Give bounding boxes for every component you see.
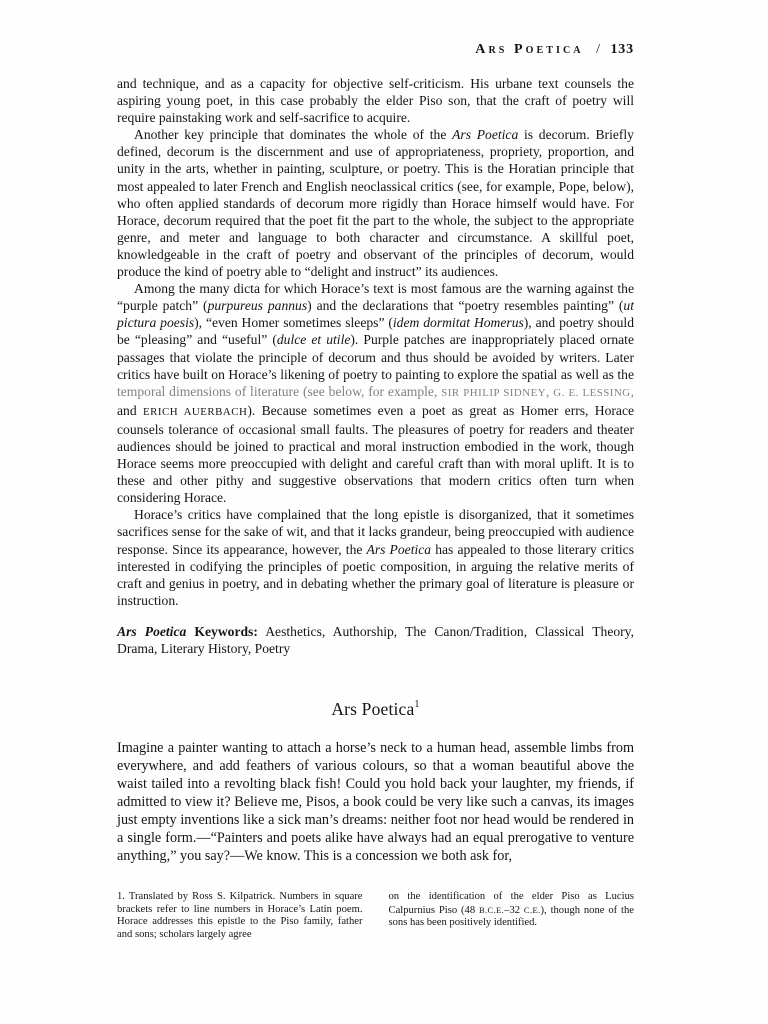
intro-paragraph: Horace’s critics have complained that the long epistle is disorganized, that it sometimes sacrifices sense for the sake of wit, and that it lacks grandeur, being preoccupied with audience response. Since its appearance, however, the Ars Poetica has appealed to those literary critics interested in codifying the principles of poetic composition, in arguing the relative merits of craft and genius in poetry, and in debating whether the primary goal of literature is pleasure or instruction.: [117, 507, 634, 608]
poem-text: [117, 740, 634, 865]
running-head: [117, 42, 634, 58]
footnote-marker: 1: [414, 699, 420, 711]
section-title: [117, 699, 634, 720]
editorial-introduction: [117, 75, 634, 609]
poem-paragraph: Imagine a painter wanting to attach a horse’s neck to a human head, assemble limbs from everywhere, and add feathers of various colours, so that a woman beautiful above the waist tailed into a revolting black fish! Could you hold back your laughter, my friends, if admitted to view it? Believe me, Pisos, a book could be very like such a canvas, its images just empty inventions like a sick man’s dreams: neither foot nor head would be rendered in a single form.—“Painters and poets alike have always had an equal prerogative to venture anything,” you say?—We know. This is a concession we both ask for,: [117, 740, 634, 864]
text-column: [117, 42, 634, 941]
footnote-right-column: on the identification of the elder Piso as Lucius Calpurnius Piso (48 B.C.E.–32 C.E.), though none of the sons has been positively identified.: [388, 891, 634, 929]
keywords-line: Ars Poetica Keywords: Aesthetics, Authorship, The Canon/Tradition, Classical Theory, Drama, Literary History, Poetry: [117, 623, 634, 656]
intro-paragraph: and technique, and as a capacity for objective self-criticism. His urbane text counsels the aspiring young poet, in this case probably the elder Piso son, that the craft of poetry will require painstaking work and self-sacrifice to acquire.: [117, 76, 634, 126]
intro-paragraph: Another key principle that dominates the whole of the Ars Poetica is decorum. Briefly defined, decorum is the discernment and use of appropriateness, propriety, proportion, and unity in the arts, whether in painting, sculpture, or poetry. This is the Horatian principle that most appealed to later French and English neoclassical critics (see, for example, Pope, below), who often applied standards of decorum more rigidly than Horace himself would have. For Horace, decorum required that the poet fit the part to the whole, the subject to the appropriate genre, and meter and language to both character and circumstance. A skillful poet, knowledgeable in the craft of poetry and observant of the principles of decorum, would produce the kind of poetry able to “delight and instruct” its audiences.: [117, 127, 634, 280]
intro-paragraph: Among the many dicta for which Horace’s text is most famous are the warning against the “purple patch” (purpureus pannus) and the declarations that “poetry resembles painting” (ut pictura poesis), “even Homer sometimes sleeps” (idem dormitat Homerus), and poetry should be “pleasing” and “useful” (dulce et utile). Purple patches are inappropriately placed ornate passages that violate the principle of decorum and thus should be avoided by writers. Later critics have built on Horace’s likening of poetry to painting to explore the spatial as well as the temporal dimensions of literature (see below, for example, SIR PHILIP SIDNEY, G. E. LESSING, and ERICH AUERBACH). Because sometimes even a poet as great as Homer errs, Horace counsels tolerance of occasional small faults. The pleasures of poetry for readers and theater audiences should be joined to practical and moral instruction embodied in the work, though Horace seems more preoccupied with delight and careful craft than with moral uplift. It is to these and other pithy and suggestive observations that modern critics often turn when considering Horace.: [117, 281, 635, 506]
running-head-separator: /: [596, 42, 600, 57]
footnotes: [117, 891, 634, 941]
page-number: 133: [610, 42, 634, 57]
running-head-title: Ars Poetica: [475, 42, 584, 57]
footnote-left-column: 1. Translated by Ross S. Kilpatrick. Numbers in square brackets refer to line numbers in Horace’s Latin poem. Horace addresses this epistle to the Piso family, father and sons; scholars largely agree: [117, 891, 363, 940]
section-title-text: Ars Poetica: [331, 699, 415, 720]
